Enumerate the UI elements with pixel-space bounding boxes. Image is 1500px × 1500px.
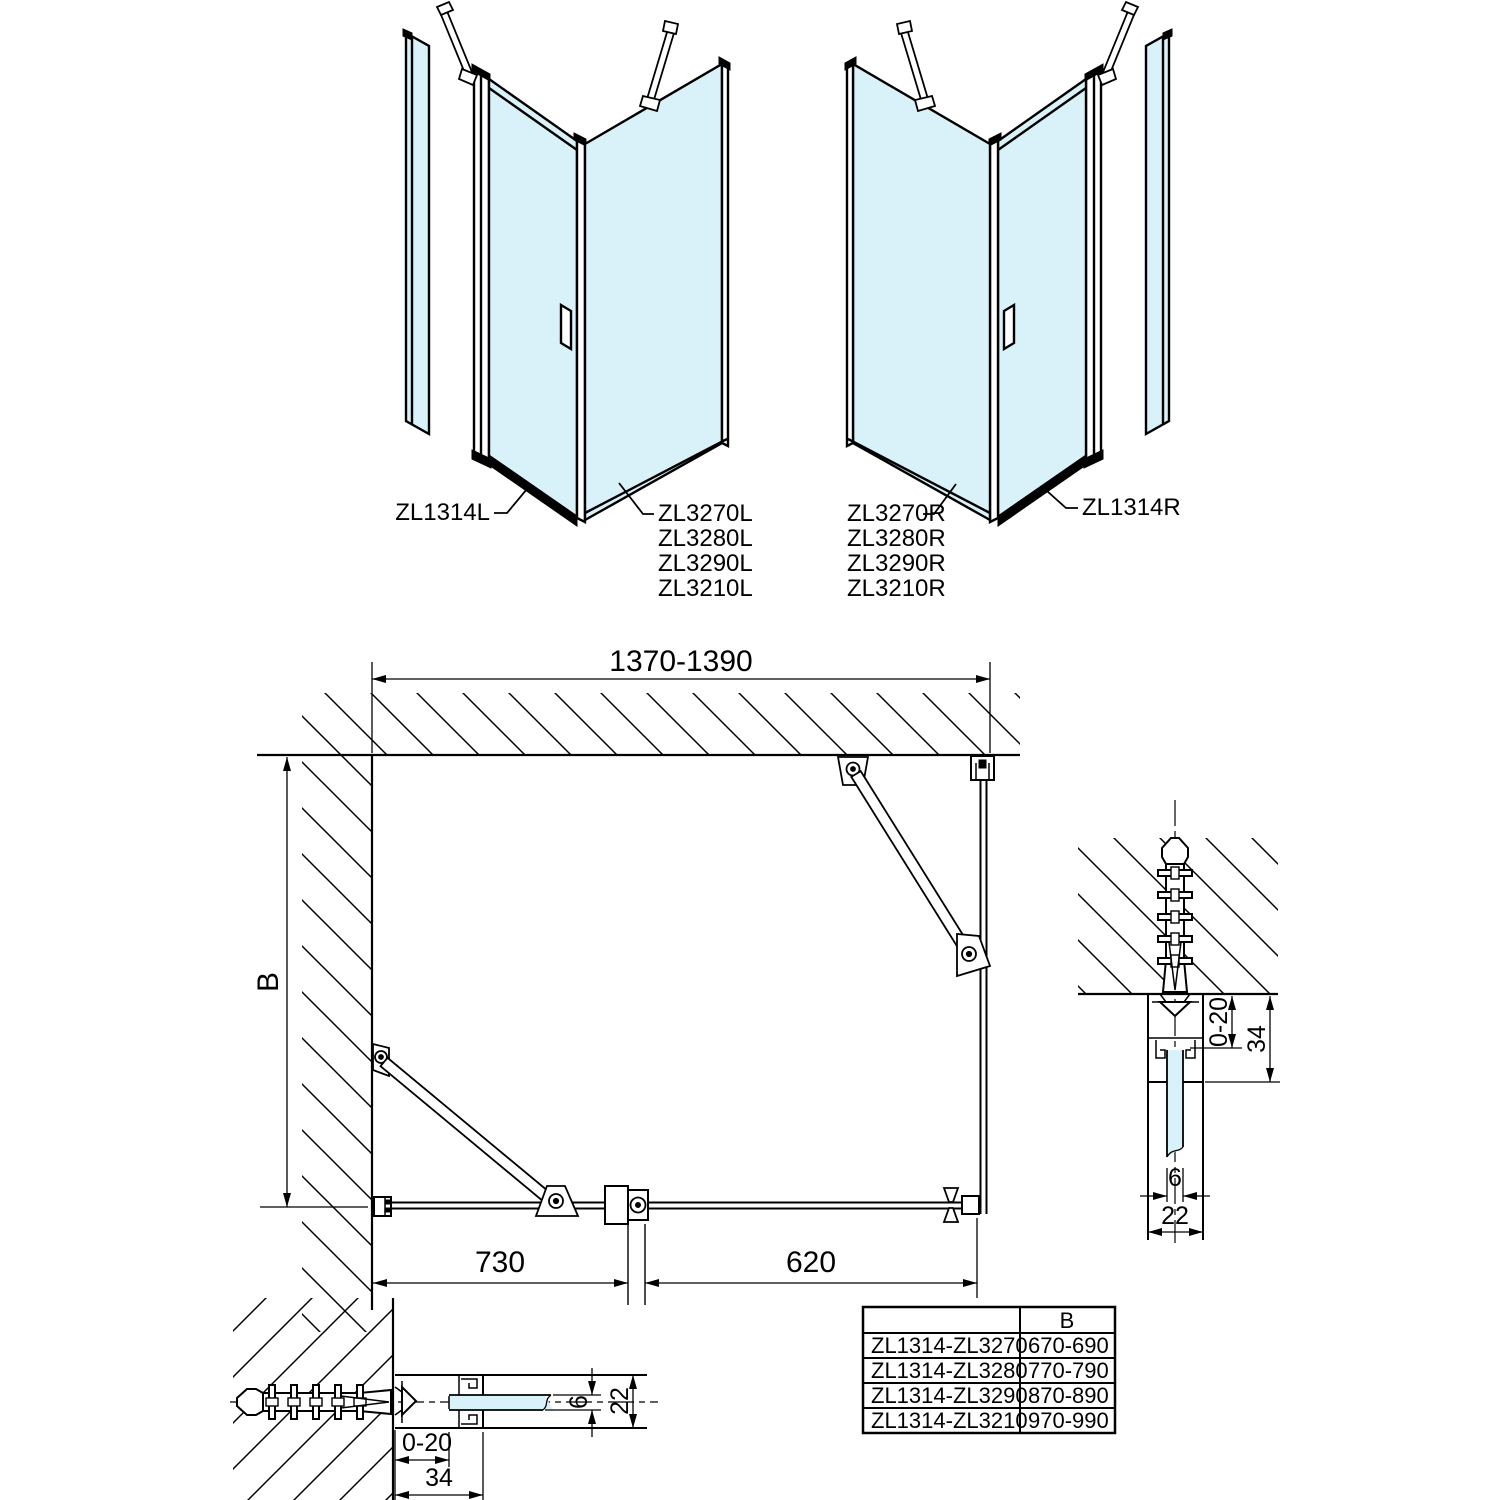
glass-section [1168,1050,1183,1157]
dim-width-text: 22 [1161,1202,1189,1230]
side-panel-label: ZL1314R [1082,494,1181,521]
leader-line [494,489,527,513]
table-cell-b: 970-990 [1028,1408,1109,1433]
wall-profile-left [374,1197,391,1216]
right-3d-view [845,2,1172,526]
door-model-label: ZL3270L [658,500,753,527]
door-model-label: ZL3290R [847,550,946,577]
wall-profile-top [971,756,994,780]
door-model-label: ZL3280L [658,525,753,552]
table-cell-model: ZL1314-ZL3290 [871,1383,1028,1408]
door-model-label: ZL3210R [847,575,946,602]
table-cell-model: ZL1314-ZL3280 [871,1358,1028,1383]
glass-section [449,1396,553,1410]
size-table [863,1307,1115,1433]
door-handle [944,1188,958,1222]
door-model-label: ZL3280R [847,525,946,552]
leader-line [1047,491,1078,508]
table-cell-b: 670-690 [1028,1333,1109,1358]
side-panel-glass [981,772,987,1214]
side-panel-label: ZL1314L [395,499,490,526]
dim-inset-text: 0-20 [1205,996,1233,1048]
dim-inset-text: 0-20 [401,1429,453,1457]
door-model-label: ZL3270R [847,500,946,527]
wall-hatch-top [302,693,1020,755]
table-cell-model: ZL1314-ZL3210 [871,1408,1028,1433]
wall-fixing-detail-bottom [230,1298,658,1500]
dim-door-text: 620 [785,1246,837,1279]
dim-depth-text: B [252,971,285,993]
table-cell-model: ZL1314-ZL3270 [871,1333,1028,1358]
support-brace-left [373,1044,578,1216]
dim-bottom [373,1218,977,1298]
support-brace-top [838,757,990,976]
dim-width-text: 22 [606,1387,634,1415]
dim-glass-text: 6 [565,1395,593,1409]
left-3d-view [403,2,730,526]
dim-profile-text: 34 [1243,1025,1271,1053]
dim-width-text: 1370-1390 [609,645,753,678]
fixed-panel-glass [391,1203,628,1209]
dim-fixed-text: 730 [474,1246,526,1279]
dim-profile-text: 34 [425,1464,453,1492]
dim-glass-text: 6 [1168,1164,1182,1192]
door-panel-glass [648,1203,977,1209]
table-header-b: B [1059,1308,1075,1333]
wall-hatch-left [302,755,372,1332]
corner-bracket [962,1196,979,1214]
table-cell-b: 770-790 [1028,1358,1109,1383]
door-model-label: ZL3210L [658,575,753,602]
door-model-label: ZL3290L [658,550,753,577]
door-pivot-hinge [605,1186,648,1305]
plan-view [252,645,1020,1332]
table-cell-b: 870-890 [1028,1383,1109,1408]
wall-fixing-detail-side [1078,800,1280,1243]
